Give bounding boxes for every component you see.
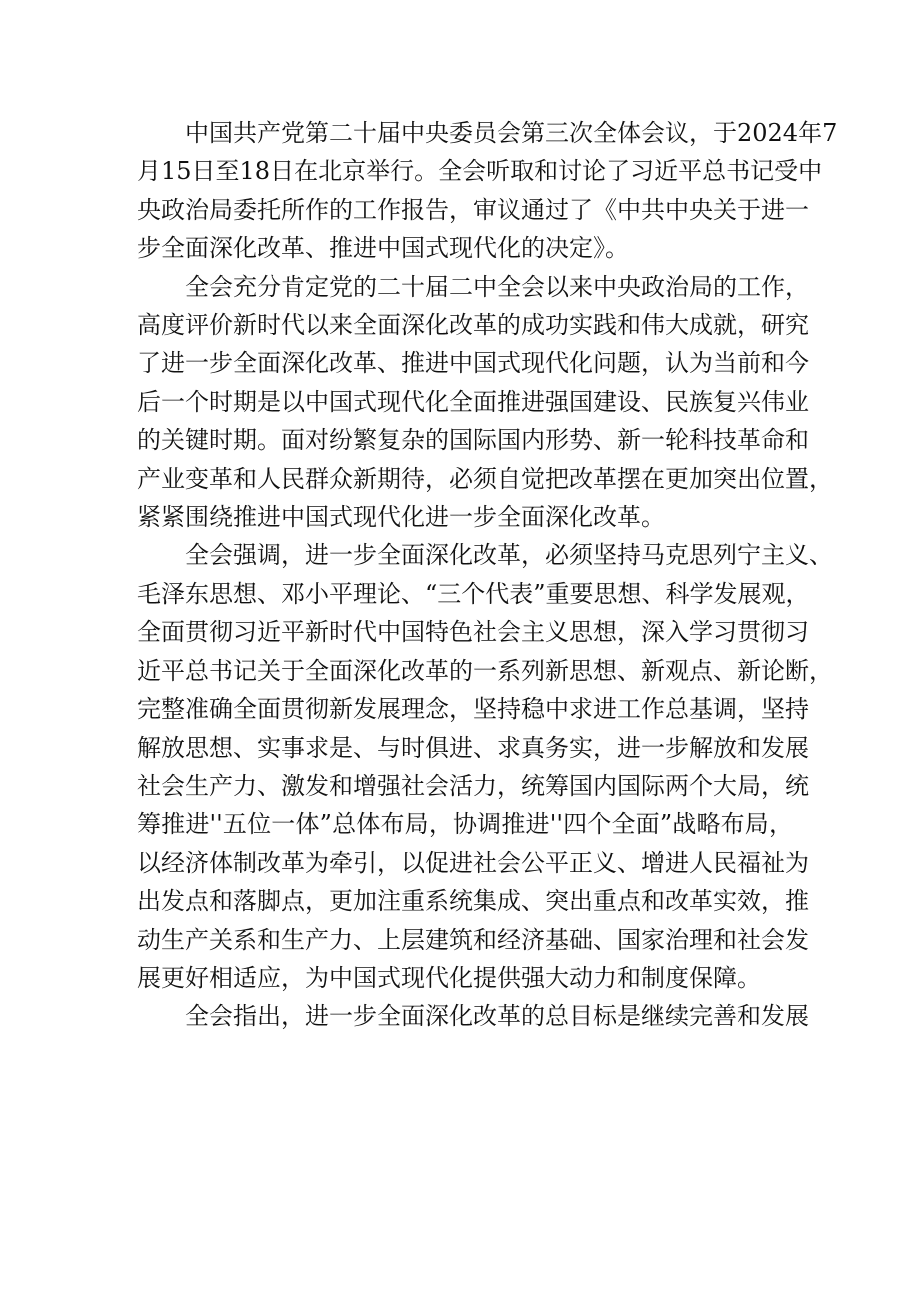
text-line: 完整准确全面贯彻新发展理念，坚持稳中求进工作总基调，坚持 [137, 695, 809, 724]
paragraph-3 [137, 536, 833, 997]
text-line: 高度评价新时代以来全面深化改革的成功实践和伟大成就，研究 [137, 311, 809, 340]
text-line: 以经济体制改革为牵引，以促进社会公平正义、增进人民福祉为 [137, 848, 809, 877]
text-line: 筹推进''五位一体”总体布局，协调推进''四个全面”战略布局， [137, 810, 793, 839]
paragraph-2 [137, 268, 833, 537]
text-line: 的关键时期。面对纷繁复杂的国际国内形势、新一轮科技革命和 [137, 426, 809, 455]
text-line: 社会生产力、激发和增强社会活力，统筹国内国际两个大局，统 [137, 771, 809, 800]
paragraph-1 [137, 114, 838, 268]
text-line: 近平总书记关于全面深化改革的一系列新思想、新观点、新论断， [137, 656, 833, 685]
text-line: 全会指出，进一步全面深化改革的总目标是继续完善和发展 [185, 1002, 809, 1031]
text-line: 紧紧围绕推进中国式现代化进一步全面深化改革。 [137, 503, 665, 532]
paragraph-4 [137, 997, 809, 1035]
text-line: 中国共产党第二十届中央委员会第三次全体会议，于2024年7 [185, 119, 838, 147]
text-line: 全面贯彻习近平新时代中国特色社会主义思想，深入学习贯彻习 [137, 618, 809, 647]
text-line: 了进一步全面深化改革、推进中国式现代化问题，认为当前和今 [137, 349, 809, 378]
text-line: 出发点和落脚点，更加注重系统集成、突出重点和改革实效，推 [137, 887, 809, 916]
text-line: 全会充分肯定党的二十届二中全会以来中央政治局的工作， [185, 272, 809, 301]
document-body [137, 114, 838, 1036]
text-line: 展更好相适应，为中国式现代化提供强大动力和制度保障。 [137, 963, 761, 992]
text-line: 毛泽东思想、邓小平理论、“三个代表”重要思想、科学发展观， [137, 579, 810, 608]
text-line: 步全面深化改革、推进中国式现代化的决定》。 [137, 234, 629, 263]
text-line: 解放思想、实事求是、与时俱进、求真务实，进一步解放和发展 [137, 733, 809, 762]
text-line: 月15日至18日在北京举行。全会听取和讨论了习近平总书记受中 [137, 157, 823, 186]
text-line: 全会强调，进一步全面深化改革，必须坚持马克思列宁主义、 [185, 541, 833, 570]
text-line: 产业变革和人民群众新期待，必须自觉把改革摆在更加突出位置， [137, 464, 833, 493]
text-line: 动生产关系和生产力、上层建筑和经济基础、国家治理和社会发 [137, 925, 809, 954]
text-line: 后一个时期是以中国式现代化全面推进强国建设、民族复兴伟业 [137, 387, 809, 416]
text-line: 央政治局委托所作的工作报告，审议通过了《中共中央关于进一 [137, 195, 809, 224]
